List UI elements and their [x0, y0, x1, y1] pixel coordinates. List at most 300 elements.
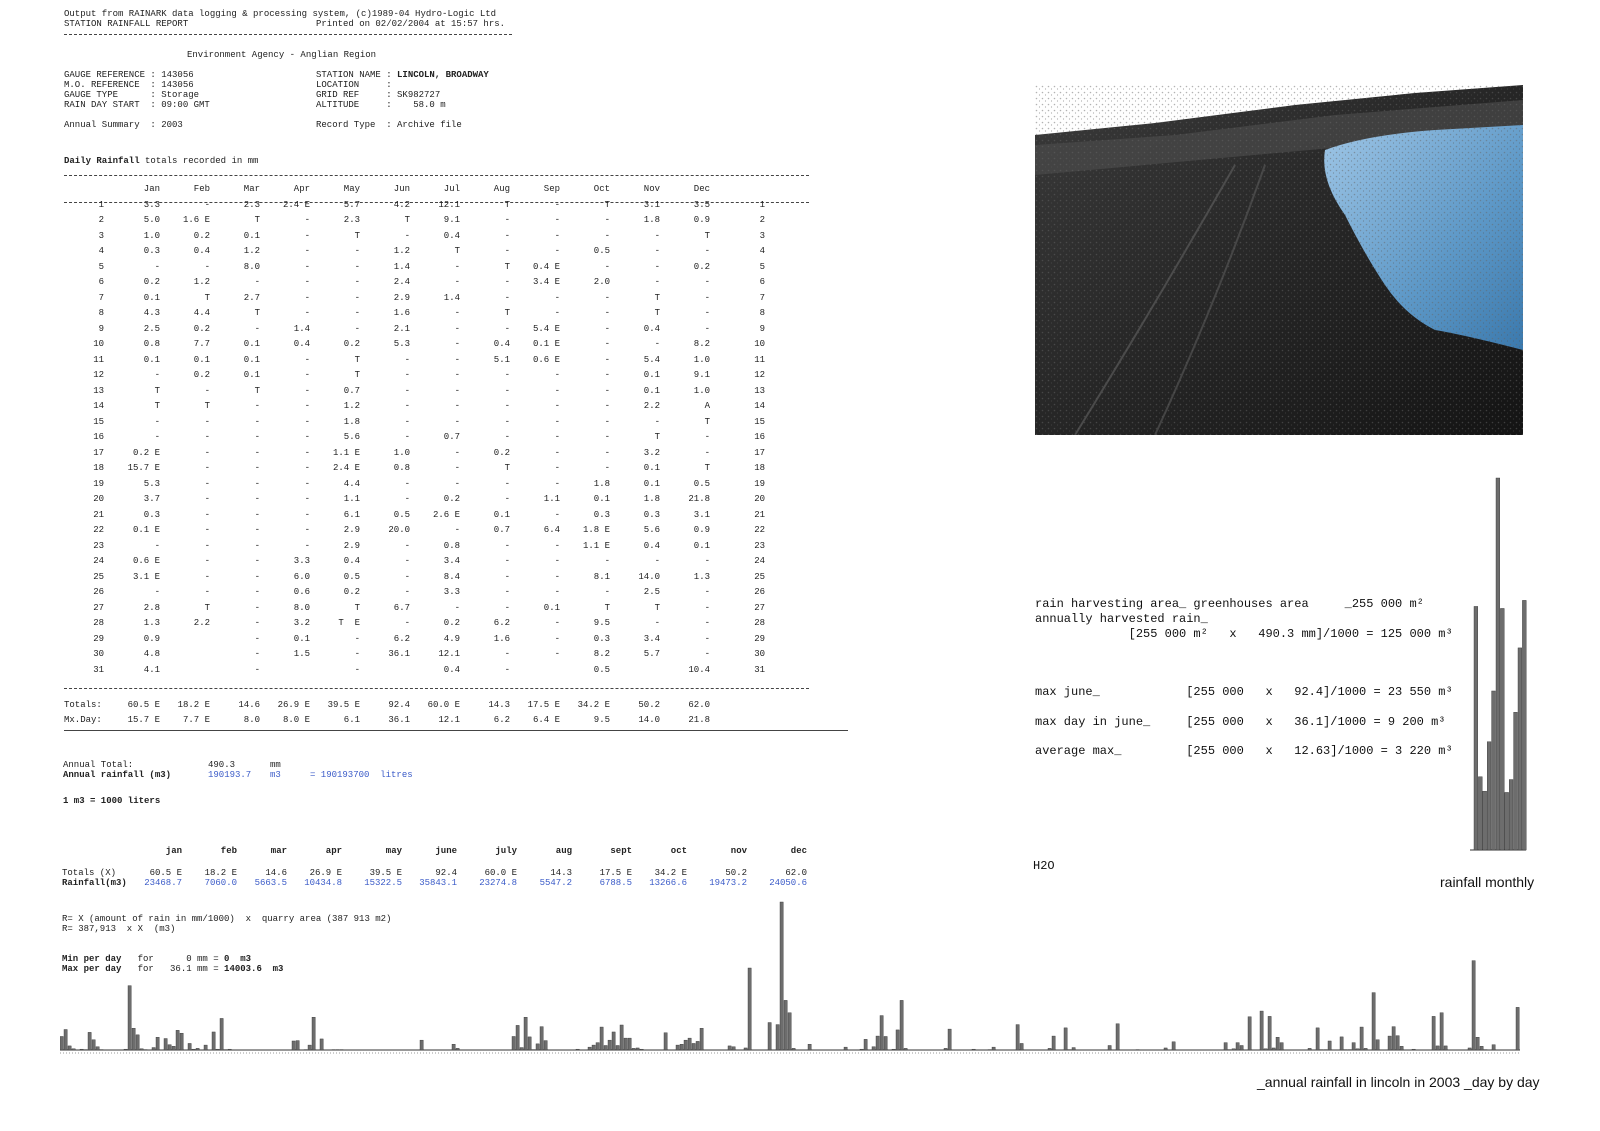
- rain-cell: -: [454, 602, 460, 613]
- rain-cell: 1.2: [343, 401, 360, 412]
- table-row: [64, 259, 765, 275]
- rain-cell: -: [254, 571, 260, 582]
- rain-cell: -: [354, 649, 360, 660]
- daily-bar: [1444, 1046, 1447, 1050]
- daily-bar: [896, 1030, 899, 1050]
- daily-bar: [628, 1038, 631, 1050]
- rain-cell: -: [404, 540, 410, 551]
- rain-cell: 3.3: [443, 587, 460, 598]
- daily-bar: [992, 1047, 995, 1050]
- rain-cell: -: [554, 385, 560, 396]
- rain-cell: -: [454, 416, 460, 427]
- day-number: 9: [98, 323, 104, 334]
- daily-bar: [152, 1048, 155, 1050]
- monthly-month-header: july: [495, 846, 517, 856]
- rain-cell: -: [504, 587, 510, 598]
- annual-harvest-label: annually harvested rain_: [1035, 612, 1208, 626]
- rain-cell: -: [254, 323, 260, 334]
- table-row: [64, 368, 765, 384]
- rain-cell: 0.1: [243, 354, 260, 365]
- rain-cell: 8.2: [693, 339, 710, 350]
- daily-bar: [1412, 1049, 1415, 1050]
- day-number-right: 26: [754, 587, 765, 598]
- rain-cell: [510, 662, 560, 678]
- annual-total-label: Annual Total:: [63, 760, 134, 770]
- rain-cell: -: [404, 385, 410, 396]
- day-number-right: 16: [754, 432, 765, 443]
- daily-bar: [1172, 1042, 1175, 1050]
- rain-cell: 0.2 E: [132, 447, 160, 458]
- table-row: [64, 647, 765, 663]
- rain-cell: -: [254, 509, 260, 520]
- day-number: 23: [93, 540, 104, 551]
- rain-cell: -: [654, 339, 660, 350]
- daily-bar: [664, 1033, 667, 1050]
- daily-bar: [640, 1049, 643, 1050]
- rain-cell: -: [704, 602, 710, 613]
- rain-cell: 0.2: [343, 587, 360, 598]
- report-header-line2-left: STATION RAINFALL REPORT: [64, 19, 189, 29]
- rain-cell: 1.2: [393, 246, 410, 257]
- rain-cell: 1.8: [593, 478, 610, 489]
- total-cell: 60.5 E: [127, 699, 160, 710]
- rain-cell: 8.4: [443, 571, 460, 582]
- rain-cell: -: [454, 308, 460, 319]
- rain-cell: 0.1: [643, 478, 660, 489]
- rain-cell: T: [504, 463, 510, 474]
- rain-cell: 3.4: [443, 556, 460, 567]
- monthly-bar: [1514, 712, 1518, 850]
- rain-cell: 1.8: [343, 416, 360, 427]
- rain-cell: 5.0: [143, 215, 160, 226]
- rain-cell: -: [554, 230, 560, 241]
- rain-cell: -: [304, 494, 310, 505]
- rain-cell: 0.9: [693, 525, 710, 536]
- rain-cell: -: [554, 478, 560, 489]
- rain-cell: 0.5: [343, 571, 360, 582]
- rain-cell: -: [704, 292, 710, 303]
- rain-cell: -: [504, 246, 510, 257]
- daily-bar: [1360, 1027, 1363, 1050]
- rain-cell: T: [204, 602, 210, 613]
- daily-bar: [808, 1044, 811, 1050]
- day-number-right: 12: [754, 370, 765, 381]
- day-number: 18: [93, 463, 104, 474]
- day-number-right: 23: [754, 540, 765, 551]
- rain-cell: 6.4: [543, 525, 560, 536]
- total-cell: 17.5 E: [527, 699, 560, 710]
- monthly-total-cell: 39.5 E: [369, 868, 402, 878]
- daily-bar: [64, 1030, 67, 1050]
- daily-bar: [1364, 1048, 1367, 1050]
- rain-cell: 0.5: [593, 246, 610, 257]
- daily-bar: [136, 1035, 139, 1050]
- rain-cell: 1.6: [393, 308, 410, 319]
- daily-bar: [788, 1013, 791, 1050]
- monthly-month-header: sept: [610, 846, 632, 856]
- daily-bar: [780, 902, 783, 1050]
- rain-cell: 1.4: [443, 292, 460, 303]
- rain-cell: -: [504, 478, 510, 489]
- rain-cell: -: [604, 308, 610, 319]
- rain-cell: T: [604, 199, 610, 210]
- rain-cell: 0.2: [193, 323, 210, 334]
- day-number: 27: [93, 602, 104, 613]
- rain-cell: 8.0: [293, 602, 310, 613]
- monthly-rainfall-chart: [1470, 470, 1530, 860]
- rain-cell: 3.4 E: [532, 277, 560, 288]
- rain-cell: 0.4: [293, 339, 310, 350]
- daily-bar: [520, 1048, 523, 1050]
- day-number: 24: [93, 556, 104, 567]
- daily-bar: [1248, 1017, 1251, 1050]
- rain-cell: 0.9: [693, 215, 710, 226]
- day-number: 29: [93, 633, 104, 644]
- rain-cell: -: [454, 261, 460, 272]
- rain-cell: -: [254, 478, 260, 489]
- monthly-month-header: nov: [730, 846, 747, 856]
- rain-day-start: RAIN DAY START : 09:00 GMT: [64, 100, 210, 110]
- daily-bar: [876, 1036, 879, 1050]
- daily-bar: [1240, 1045, 1243, 1050]
- table-row: [64, 213, 765, 229]
- daily-bar: [92, 1040, 95, 1050]
- daily-bar: [156, 1037, 159, 1050]
- rain-cell: -: [254, 587, 260, 598]
- table-row: [64, 507, 765, 523]
- daily-bar: [296, 1041, 299, 1050]
- daily-bar: [596, 1043, 599, 1050]
- day-number-right: 24: [754, 556, 765, 567]
- totals-table: [64, 697, 710, 728]
- rain-cell: -: [704, 649, 710, 660]
- agency-name: Environment Agency - Anglian Region: [187, 50, 377, 60]
- rain-cell: 3.3: [293, 556, 310, 567]
- monthly-month-header: apr: [325, 846, 342, 856]
- maxday-cell: 8.0 E: [282, 715, 310, 726]
- rain-cell: -: [554, 556, 560, 567]
- daily-bar: [124, 1049, 127, 1050]
- rain-cell: 0.1 E: [532, 339, 560, 350]
- daily-bar: [1476, 1037, 1479, 1050]
- daily-bar: [1396, 1036, 1399, 1050]
- rain-cell: -: [504, 432, 510, 443]
- rain-cell: 2.3: [343, 215, 360, 226]
- monthly-rain-cell: 6788.5: [599, 878, 632, 888]
- monthly-month-header: june: [435, 846, 457, 856]
- daily-bar: [456, 1048, 459, 1050]
- day-number: 13: [93, 385, 104, 396]
- rain-cell: 4.8: [143, 649, 160, 660]
- rain-cell: 0.1 E: [132, 525, 160, 536]
- rain-cell: [260, 662, 310, 678]
- daily-bar: [636, 1048, 639, 1050]
- rain-cell: -: [304, 463, 310, 474]
- rain-cell: -: [304, 432, 310, 443]
- rain-cell: 4.4: [343, 478, 360, 489]
- rain-cell: 0.9: [143, 633, 160, 644]
- table-row: [64, 399, 765, 415]
- rain-cell: T: [654, 308, 660, 319]
- rain-cell: -: [304, 308, 310, 319]
- rain-cell: -: [304, 385, 310, 396]
- table-row: [64, 554, 765, 570]
- rain-cell: T: [504, 261, 510, 272]
- daily-bar: [1280, 1043, 1283, 1050]
- table-row: [64, 197, 765, 213]
- rain-cell: -: [504, 649, 510, 660]
- rain-cell: T: [254, 385, 260, 396]
- day-number-right: 14: [754, 401, 765, 412]
- rain-cell: -: [404, 354, 410, 365]
- daily-bar: [1048, 1048, 1051, 1050]
- day-number-right: 28: [754, 618, 765, 629]
- day-number-right: 10: [754, 339, 765, 350]
- daily-bar: [620, 1025, 623, 1050]
- rain-cell: -: [504, 385, 510, 396]
- day-number: 15: [93, 416, 104, 427]
- day-number-right: 18: [754, 463, 765, 474]
- rain-cell: -: [254, 447, 260, 458]
- daily-bar: [700, 1028, 703, 1050]
- rain-cell: -: [404, 370, 410, 381]
- rain-cell: -: [504, 556, 510, 567]
- month-header: May: [343, 184, 360, 194]
- daily-title-rest: totals recorded in mm: [139, 156, 259, 166]
- daily-bar: [524, 1017, 527, 1050]
- rain-cell: 5.1: [493, 354, 510, 365]
- day-number: 31: [93, 664, 104, 675]
- monthly-month-header: aug: [555, 846, 572, 856]
- header-day-cell: [64, 181, 104, 197]
- daily-bar: [228, 1049, 231, 1050]
- daily-rainfall-chart: [60, 895, 1525, 1070]
- rain-cell: -: [304, 525, 310, 536]
- rain-cell: -: [554, 633, 560, 644]
- rain-cell: -: [704, 277, 710, 288]
- daily-bar: [96, 1047, 99, 1050]
- monthly-rain-cell: 5547.2: [539, 878, 572, 888]
- rain-cell: 2.6 E: [432, 509, 460, 520]
- rain-cell: -: [254, 633, 260, 644]
- daily-bar: [1236, 1043, 1239, 1050]
- daily-bar: [748, 968, 751, 1050]
- monthly-rain-row: [62, 878, 807, 888]
- daily-bar: [216, 1049, 219, 1050]
- monthly-bar: [1492, 691, 1496, 850]
- rain-cell: -: [554, 246, 560, 257]
- rain-cell: -: [154, 261, 160, 272]
- daily-bar: [1276, 1037, 1279, 1050]
- rain-cell: T: [504, 199, 510, 210]
- rain-cell: T: [154, 385, 160, 396]
- daily-bar: [680, 1044, 683, 1050]
- mo-reference: M.O. REFERENCE : 143056: [64, 80, 194, 90]
- day-number-right: 11: [754, 354, 765, 365]
- day-number: 22: [93, 525, 104, 536]
- rain-cell: T: [254, 215, 260, 226]
- daily-bar: [1328, 1041, 1331, 1050]
- rain-cell: -: [354, 633, 360, 644]
- table-row: [64, 228, 765, 244]
- rain-cell: -: [154, 416, 160, 427]
- monthly-rain-cell: 35843.1: [419, 878, 457, 888]
- month-header: Sep: [543, 184, 560, 194]
- daily-bar: [1224, 1043, 1227, 1050]
- rain-cell: 0.5: [693, 478, 710, 489]
- rain-cell: -: [354, 246, 360, 257]
- daily-bar: [1372, 993, 1375, 1050]
- daily-bar: [784, 1000, 787, 1050]
- max-label: Max per day: [62, 964, 122, 974]
- rain-cell: T: [354, 354, 360, 365]
- day-number: 20: [93, 494, 104, 505]
- rain-cell: 6.2: [393, 633, 410, 644]
- rain-cell: 1.8: [643, 215, 660, 226]
- rain-cell: -: [554, 292, 560, 303]
- rain-cell: -: [454, 370, 460, 381]
- rain-cell: -: [454, 277, 460, 288]
- rain-cell: 0.3: [143, 509, 160, 520]
- rain-cell: -: [304, 416, 310, 427]
- monthly-bar: [1505, 792, 1509, 850]
- daily-bar: [1440, 1013, 1443, 1050]
- daily-bar: [728, 1046, 731, 1050]
- day-number-right: 1: [759, 199, 765, 210]
- rain-cell: 3.4: [643, 633, 660, 644]
- daily-bar: [892, 1049, 895, 1050]
- gauge-reference: GAUGE REFERENCE : 143056: [64, 70, 194, 80]
- monthly-rain-cell: 13266.6: [649, 878, 687, 888]
- formula-line1: R= X (amount of rain in mm/1000) x quarry area (387 913 m2): [62, 914, 392, 924]
- rain-cell: -: [204, 525, 210, 536]
- daily-bar: [884, 1036, 887, 1050]
- rain-cell: -: [504, 215, 510, 226]
- daily-bar: [1272, 1048, 1275, 1050]
- rain-cell: -: [204, 432, 210, 443]
- rain-cell: -: [204, 509, 210, 520]
- rain-cell: 7.7: [193, 339, 210, 350]
- rain-cell: -: [604, 463, 610, 474]
- rain-cell: 9.5: [593, 618, 610, 629]
- min-label: Min per day: [62, 954, 122, 964]
- rain-cell: -: [404, 571, 410, 582]
- rain-cell: T: [254, 308, 260, 319]
- annual-harvest-calc: [255 000 m² x 490.3 mm]/1000 = 125 000 m³: [1035, 627, 1453, 641]
- table-row: [64, 492, 765, 508]
- rain-cell: 0.6 E: [132, 556, 160, 567]
- rain-cell: -: [454, 478, 460, 489]
- table-row: [64, 244, 765, 260]
- table-row: [64, 430, 765, 446]
- daily-bar: [676, 1045, 679, 1050]
- daily-bar: [612, 1032, 615, 1050]
- daily-bar: [164, 1039, 167, 1050]
- maxday-cell: 36.1: [388, 715, 410, 726]
- max-day-june-calc: max day in june_ [255 000 x 36.1]/1000 = 9 200 m³: [1035, 715, 1446, 729]
- rain-cell: 0.6: [293, 587, 310, 598]
- rain-cell: T: [354, 370, 360, 381]
- daily-bar: [872, 1047, 875, 1050]
- rain-cell: -: [154, 587, 160, 598]
- rain-cell: -: [354, 308, 360, 319]
- daily-bar: [1308, 1048, 1311, 1050]
- annual-rainfall-unit: m3: [270, 770, 281, 780]
- total-cell: 14.6: [238, 699, 260, 710]
- month-header: Nov: [643, 184, 660, 194]
- rain-cell: 0.7: [443, 432, 460, 443]
- rain-cell: 3.2: [643, 447, 660, 458]
- rain-cell: 2.1: [393, 323, 410, 334]
- rain-cell: -: [304, 447, 310, 458]
- daily-bar: [312, 1017, 315, 1050]
- rain-cell: 9.1: [693, 370, 710, 381]
- rain-cell: 4.9: [443, 633, 460, 644]
- daily-bar: [900, 1000, 903, 1050]
- monthly-bar: [1474, 606, 1478, 850]
- rain-cell: -: [654, 618, 660, 629]
- daily-bar: [180, 1033, 183, 1050]
- rain-cell: -: [354, 664, 360, 675]
- day-number: 21: [93, 509, 104, 520]
- rain-cell: -: [354, 323, 360, 334]
- monthly-total-cell: 92.4: [435, 868, 457, 878]
- rain-cell: 5.7: [643, 649, 660, 660]
- rain-cell: 3.5: [693, 199, 710, 210]
- daily-bar: [1316, 1028, 1319, 1050]
- rain-cell: 4.1: [143, 664, 160, 675]
- rain-cell: T: [154, 401, 160, 412]
- day-number: 2: [98, 215, 104, 226]
- rain-cell: 4.3: [143, 308, 160, 319]
- rain-cell: -: [354, 261, 360, 272]
- rain-cell: -: [204, 587, 210, 598]
- day-number: 25: [93, 571, 104, 582]
- monthly-month-header: mar: [270, 846, 287, 856]
- quarry-lake-photo: [1035, 85, 1523, 435]
- day-number-right: 21: [754, 509, 765, 520]
- rain-cell: 8.0: [243, 261, 260, 272]
- daily-bar: [528, 1037, 531, 1050]
- formula-line2: R= 387,913 x X (m3): [62, 924, 176, 934]
- rain-cell: 5.6: [343, 432, 360, 443]
- daily-bar: [616, 1045, 619, 1050]
- rain-cell: 1.4: [393, 261, 410, 272]
- rain-cell: 0.1: [293, 633, 310, 644]
- rain-cell: -: [254, 463, 260, 474]
- daily-bar: [588, 1047, 591, 1050]
- daily-bar: [1020, 1043, 1023, 1050]
- rain-cell: -: [404, 556, 410, 567]
- rain-cell: -: [604, 354, 610, 365]
- rain-cell: 0.1: [193, 354, 210, 365]
- daily-bar: [696, 1041, 699, 1050]
- rain-cell: -: [554, 463, 560, 474]
- rain-cell: 1.8: [643, 494, 660, 505]
- day-number-right: 30: [754, 649, 765, 660]
- rain-cell: T: [654, 432, 660, 443]
- monthly-bar: [1509, 780, 1513, 850]
- rain-cell: 0.1: [143, 292, 160, 303]
- daily-bar: [1492, 1045, 1495, 1050]
- rain-cell: -: [554, 401, 560, 412]
- table-top-divider: [64, 175, 809, 176]
- rain-cell: -: [704, 556, 710, 567]
- rain-cell: T: [354, 230, 360, 241]
- record-type: Record Type : Archive file: [316, 120, 462, 130]
- monthly-rain-cell: 7060.0: [204, 878, 237, 888]
- rain-cell: -: [404, 230, 410, 241]
